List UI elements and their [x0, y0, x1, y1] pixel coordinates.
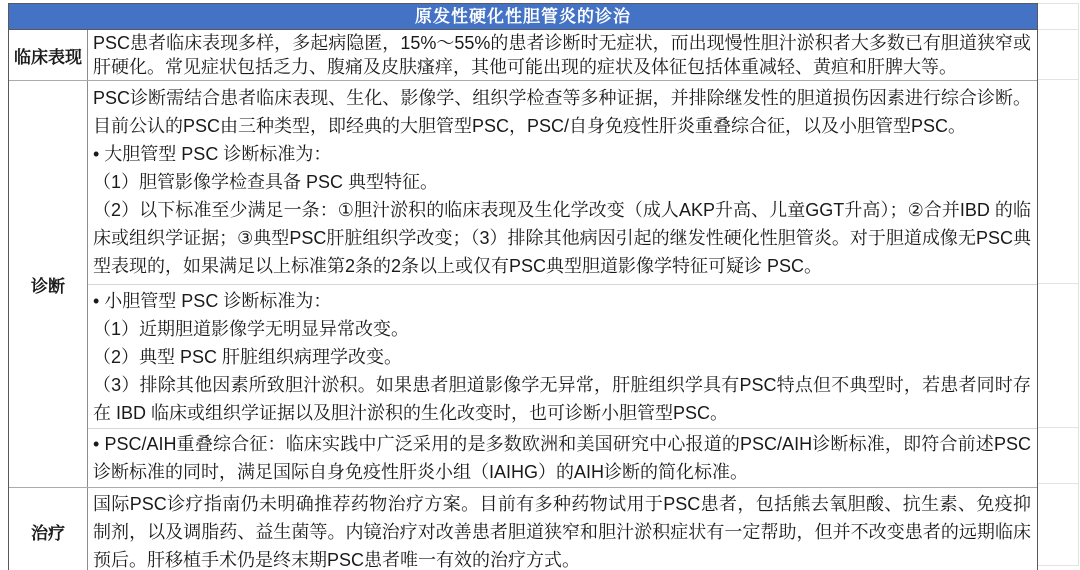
- row-content: [88, 81, 1037, 487]
- paragraph: （2）典型 PSC 肝脏组织病理学改变。: [93, 347, 403, 367]
- right-margin-column: [1038, 3, 1079, 566]
- content-section: [88, 284, 1037, 428]
- paragraph: （1）胆管影像学检查具备 PSC 典型特征。: [93, 172, 439, 192]
- row-content: [88, 30, 1037, 80]
- content-section: [88, 30, 1037, 80]
- psc-table: [8, 3, 1038, 570]
- row-label: 临床表现: [9, 30, 88, 80]
- margin-gridline: [1038, 30, 1078, 80]
- paragraph: PSC诊断需结合患者临床表现、生化、影像学、组织学检查等多种证据，并排除继发性的胆道损伤因素进行综合诊断。目前公认的PSC由三种类型，即经典的大胆管型PSC，PSC/自身免疫性肝炎重叠综合征，以及小胆管型PSC。: [93, 88, 1031, 136]
- content-section: [88, 488, 1037, 570]
- row-label: 治疗: [9, 488, 88, 570]
- paragraph: • PSC/AIH重叠综合征：临床实践中广泛采用的是多数欧洲和美国研究中心报道的PSC/AIH诊断标准，即符合前述PSC诊断标准的同时，满足国际自身免疫性肝炎小组（IAIHG）的AIH诊断的简化标准。: [93, 434, 1031, 482]
- content-section: [88, 428, 1037, 487]
- paragraph: （3）排除其他因素所致胆汁淤积。如果患者胆道影像学无异常，肝脏组织学具有PSC特点但不典型时，若患者同时存在 IBD 临床或组织学证据以及胆汁淤积的生化改变时，也可诊断小胆管型PSC。: [93, 375, 1031, 423]
- margin-gridline: [1038, 428, 1078, 484]
- paragraph: 国际PSC诊疗指南仍未明确推荐药物治疗方案。目前有多种药物试用于PSC患者，包括熊去氧胆酸、抗生素、免疫抑制剂，以及调脂药、益生菌等。内镜治疗对改善患者胆道狭窄和胆汁淤积症状有一定帮助，但并不改变患者的远期临床预后。肝移植手术仍是终末期PSC患者唯一有效的治疗方式。: [93, 494, 1031, 570]
- margin-gridline: [1038, 484, 1078, 566]
- table-body: [9, 30, 1037, 570]
- table-row: [9, 30, 1037, 80]
- table-title-bar: [9, 4, 1037, 30]
- table-title: 原发性硬化性胆管炎的诊治: [415, 6, 631, 26]
- paragraph: • 大胆管型 PSC 诊断标准为：: [93, 144, 332, 164]
- margin-gridline: [1038, 284, 1078, 428]
- paragraph: PSC患者临床表现多样，多起病隐匿，15%～55%的患者诊断时无症状，而出现慢性胆汁淤积者大多数已有胆道狭窄或肝硬化。常见症状包括乏力、腹痛及皮肤瘙痒，其他可能出现的症状及体征包括体重减轻、黄疸和肝脾大等。: [93, 33, 1031, 77]
- margin-gridline: [1038, 80, 1078, 284]
- table-row: [9, 487, 1037, 570]
- content-section: [88, 81, 1037, 284]
- margin-gridline: [1038, 4, 1078, 30]
- table-row: [9, 80, 1037, 487]
- paragraph: • 小胆管型 PSC 诊断标准为：: [93, 291, 332, 311]
- row-label: 诊断: [9, 81, 88, 487]
- paragraph: （2）以下标准至少满足一条：①胆汁淤积的临床表现及生化学改变（成人AKP升高、儿童GGT升高）；②合并IBD 的临床或组织学证据；③典型PSC肝脏组织学改变；（3）排除其他病因引起的继发性硬化性胆管炎。对于胆道成像无PSC典型表现的，如果满足以上标准第2条的2条以上或仅有PSC典型胆道影像学特征可疑诊 PSC。: [93, 200, 1031, 276]
- row-content: [88, 488, 1037, 570]
- paragraph: （1）近期胆道影像学无明显异常改变。: [93, 319, 410, 339]
